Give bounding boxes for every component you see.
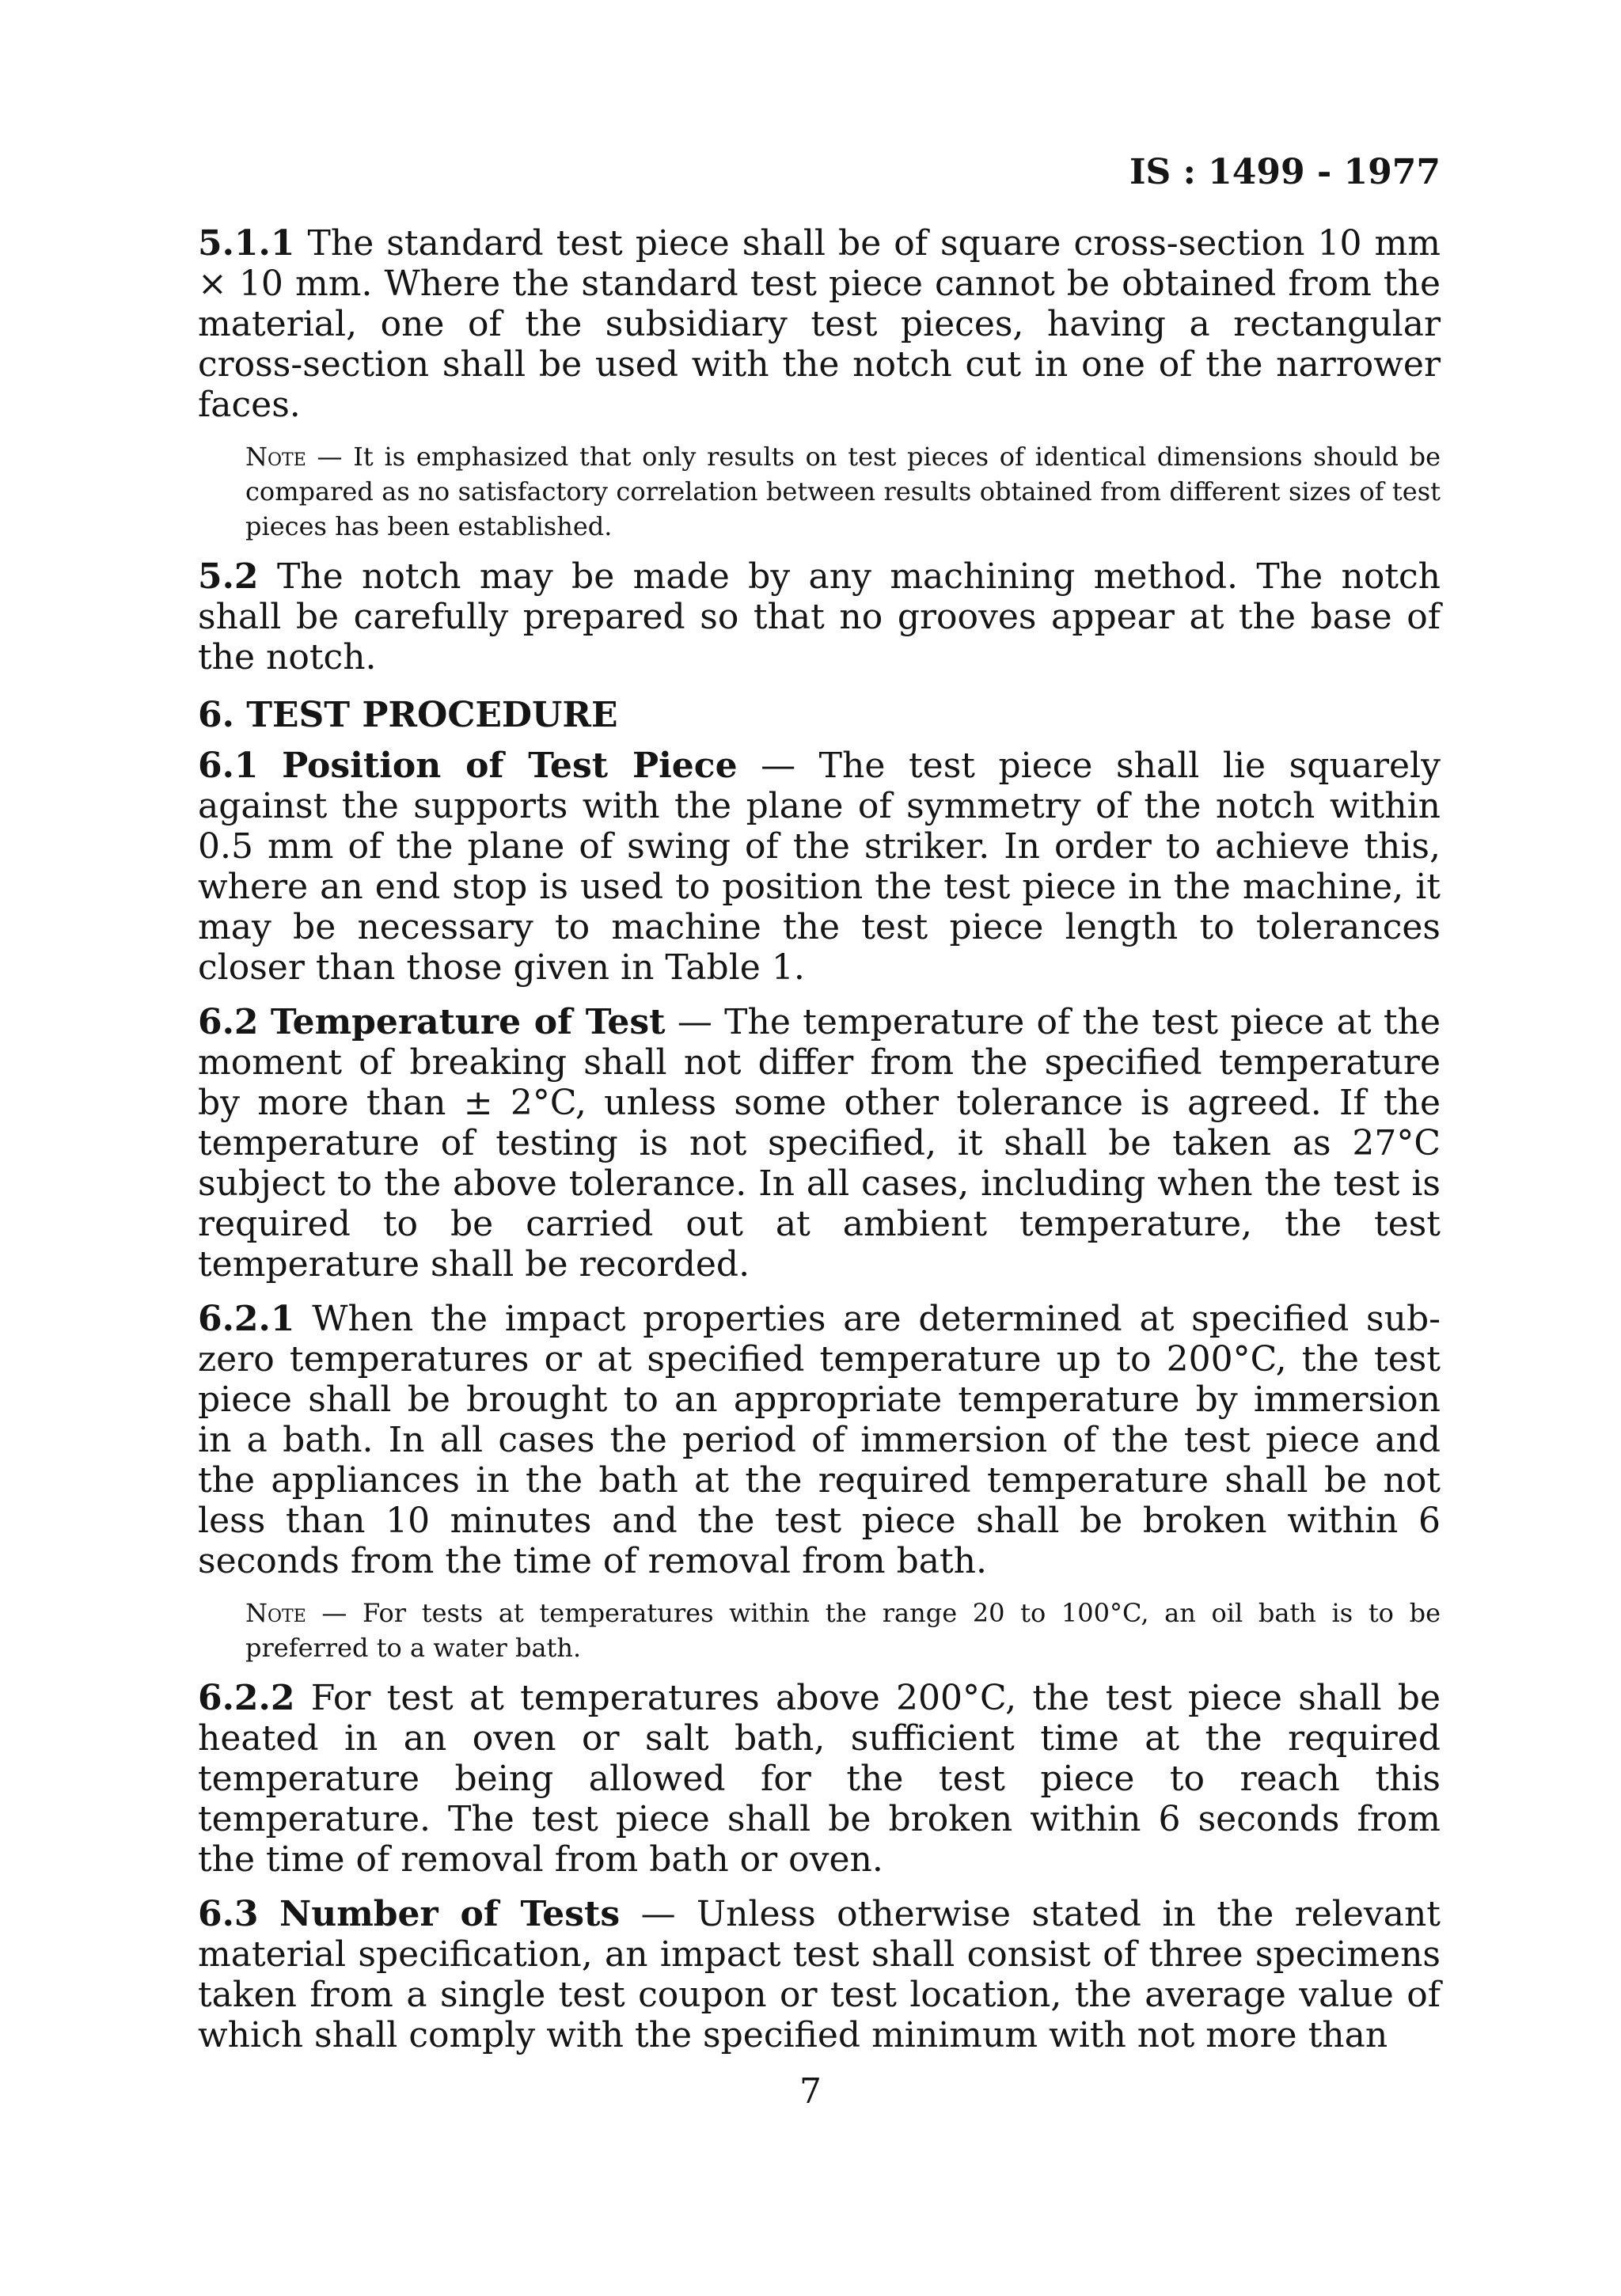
- clause-number: 5.1.1: [198, 223, 295, 264]
- clause-number: 6.3: [198, 1894, 259, 1934]
- note-label: Note: [245, 1598, 306, 1628]
- clause-text: — Unless otherwise stated in the relevant material specification, an impact test shall consist of three specimens taken from a single test coupon or test location, the average value of which shall comply with the specified minimum with not more than: [198, 1894, 1441, 2055]
- clause-6-2-1: [198, 1299, 1441, 1581]
- clause-text: The standard test piece shall be of square cross-section 10 mm × 10 mm. Where the standard test piece cannot be obtained from the material, one of the subsidiary test pieces, having a rectangular cross-section shall be used with the notch cut in one of the narrower faces.: [198, 223, 1441, 425]
- clause-title: Temperature of Test: [270, 1002, 666, 1042]
- section-heading-test-procedure: 6. TEST PROCEDURE: [198, 695, 618, 735]
- clause-title: Number of Tests: [279, 1894, 621, 1934]
- clause-6-2-2: [198, 1678, 1441, 1880]
- note-test-piece-dimensions: [245, 439, 1441, 544]
- clause-text: — The temperature of the test piece at the moment of breaking shall not differ from the specified temperature by more than ± 2°C, unless some other tolerance is agreed. If the temperature of testing is not specified, it shall be taken as 27°C subject to the above tolerance. In all cases, including when the test is required to be carried out at ambient temperature, the test temperature shall be recorded.: [198, 1002, 1441, 1285]
- note-text: — For tests at temperatures within the range 20 to 100°C, an oil bath is to be preferred to a water bath.: [245, 1598, 1441, 1663]
- clause-text: For test at temperatures above 200°C, the test piece shall be heated in an oven or salt bath, sufficient time at the required temperature being allowed for the test piece to reach this temperature. The test piece shall be broken within 6 seconds from the time of removal from bath or oven.: [198, 1678, 1441, 1880]
- clause-5-1-1: [198, 223, 1441, 425]
- note-text: — It is emphasized that only results on test pieces of identical dimensions should be compared as no satisfactory correlation between results obtained from different sizes of test pieces has been established.: [245, 442, 1441, 541]
- clause-number: 6.2.1: [198, 1299, 295, 1339]
- clause-title: Position of Test Piece: [282, 746, 738, 786]
- document-page: [198, 150, 1441, 2070]
- clause-text: The notch may be made by any machining method. The notch shall be carefully prepared so that no grooves appear at the base of the notch.: [198, 556, 1441, 677]
- clause-6-1: [198, 746, 1441, 988]
- clause-5-2: [198, 556, 1441, 677]
- note-label: Note: [245, 442, 306, 472]
- page-number: 7: [799, 2071, 822, 2112]
- clause-number: 5.2: [198, 556, 259, 597]
- clause-number: 6.2: [198, 1002, 259, 1042]
- standard-number-header: IS : 1499 - 1977: [1129, 152, 1441, 192]
- clause-6-3: [198, 1894, 1441, 2055]
- clause-number: 6.2.2: [198, 1678, 295, 1718]
- clause-number: 6.1: [198, 746, 259, 786]
- clause-text: When the impact properties are determined at specified sub-zero temperatures or at specified temperature up to 200°C, the test piece shall be brought to an appropriate temperature by immersion in a bath. In all cases the period of immersion of the test piece and the appliances in the bath at the required temperature shall be not less than 10 minutes and the test piece shall be broken within 6 seconds from the time of removal from bath.: [198, 1299, 1441, 1581]
- clause-text: — The test piece shall lie squarely against the supports with the plane of symmetry of the notch within 0.5 mm of the plane of swing of the striker. In order to achieve this, where an end stop is used to position the test piece in the machine, it may be necessary to machine the test piece length to tolerances closer than those given in Table 1.: [198, 746, 1441, 988]
- clause-6-2: [198, 1002, 1441, 1285]
- note-oil-bath: [245, 1596, 1441, 1665]
